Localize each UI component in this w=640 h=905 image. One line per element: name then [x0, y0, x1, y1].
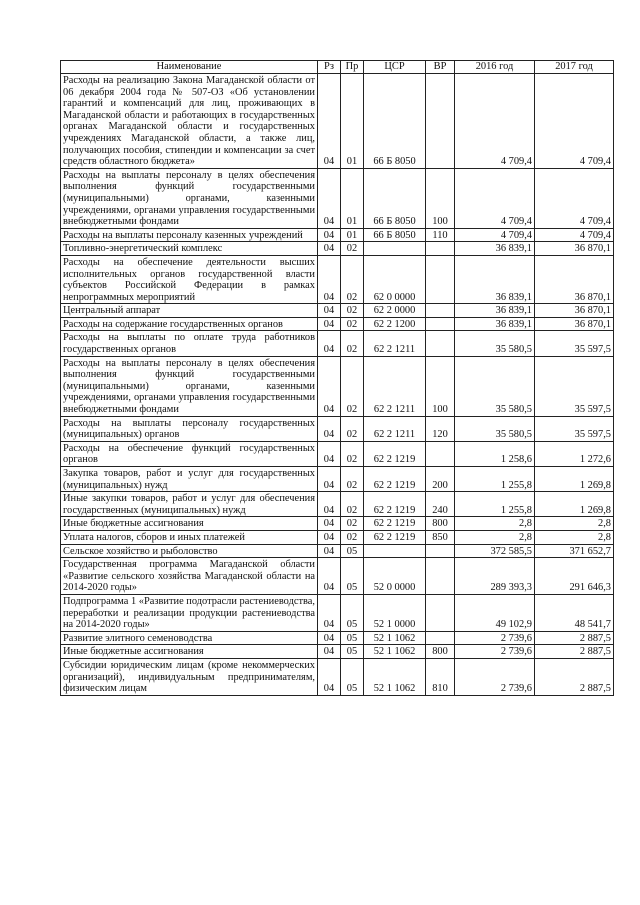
row-2016: 2 739,6 [455, 645, 535, 659]
row-vr: 120 [426, 416, 455, 441]
table-row [61, 558, 614, 595]
table-row [61, 331, 614, 356]
table-row [61, 356, 614, 416]
table-row [61, 594, 614, 631]
row-2016: 4 709,4 [455, 74, 535, 169]
row-vr [426, 255, 455, 303]
row-csr: 62 2 0000 [364, 304, 426, 318]
row-name: Уплата налогов, сборов и иных платежей [61, 530, 318, 544]
row-name: Центральный аппарат [61, 304, 318, 318]
row-vr: 240 [426, 492, 455, 517]
table-row [61, 228, 614, 242]
row-2017: 35 597,5 [535, 416, 614, 441]
row-2016: 36 839,1 [455, 255, 535, 303]
row-name: Развитие элитного семеноводства [61, 631, 318, 645]
row-2017: 2 887,5 [535, 645, 614, 659]
row-vr [426, 631, 455, 645]
row-2016: 35 580,5 [455, 356, 535, 416]
row-rz: 04 [318, 356, 341, 416]
row-rz: 04 [318, 530, 341, 544]
row-csr: 62 2 1200 [364, 317, 426, 331]
table-body [61, 74, 614, 696]
row-2016: 2,8 [455, 517, 535, 531]
row-pr: 05 [341, 645, 364, 659]
row-2017: 4 709,4 [535, 228, 614, 242]
table-row [61, 631, 614, 645]
row-csr: 66 Б 8050 [364, 74, 426, 169]
header-rz: Рз [318, 61, 341, 74]
row-vr: 100 [426, 168, 455, 228]
row-2016: 2 739,6 [455, 658, 535, 695]
row-name: Расходы на выплаты персоналу в целях обеспечения выполнения функций государственными (муниципальными) органами, казенными учреждениями, органами управления государственными внебюджетными фондами [61, 356, 318, 416]
row-2016: 2 739,6 [455, 631, 535, 645]
row-csr: 52 0 0000 [364, 558, 426, 595]
header-name: Наименование [61, 61, 318, 74]
row-csr: 62 0 0000 [364, 255, 426, 303]
header-pr: Пр [341, 61, 364, 74]
row-2016: 36 839,1 [455, 242, 535, 256]
row-2016: 1 255,8 [455, 467, 535, 492]
row-rz: 04 [318, 255, 341, 303]
row-2017: 36 870,1 [535, 242, 614, 256]
row-pr: 02 [341, 441, 364, 466]
row-name: Подпрограмма 1 «Развитие подотрасли растениеводства, переработки и реализации продукции растениеводства на 2014-2020 годы» [61, 594, 318, 631]
row-name: Иные закупки товаров, работ и услуг для обеспечения государственных (муниципальных) нужд [61, 492, 318, 517]
row-rz: 04 [318, 645, 341, 659]
row-2017: 291 646,3 [535, 558, 614, 595]
row-2016: 4 709,4 [455, 168, 535, 228]
table-row [61, 168, 614, 228]
table-row [61, 658, 614, 695]
row-pr: 01 [341, 74, 364, 169]
row-rz: 04 [318, 304, 341, 318]
row-csr: 62 2 1219 [364, 492, 426, 517]
row-pr: 05 [341, 544, 364, 558]
row-pr: 02 [341, 356, 364, 416]
row-2017: 35 597,5 [535, 331, 614, 356]
row-rz: 04 [318, 467, 341, 492]
row-2017: 2,8 [535, 530, 614, 544]
row-pr: 01 [341, 228, 364, 242]
row-csr: 52 1 1062 [364, 631, 426, 645]
row-2017: 35 597,5 [535, 356, 614, 416]
row-rz: 04 [318, 544, 341, 558]
row-pr: 02 [341, 317, 364, 331]
table-row [61, 467, 614, 492]
row-rz: 04 [318, 416, 341, 441]
row-2017: 2 887,5 [535, 631, 614, 645]
row-pr: 02 [341, 517, 364, 531]
row-name: Расходы на реализацию Закона Магаданской области от 06 декабря 2004 года № 507-ОЗ «Об установлении гарантий и компенсаций для лиц, проживающих в Магаданской области и работающих в государственных органах Магаданской области и государственных учреждениях Магаданской области, а также лиц, получающих пособия, стипендии и компенсации за счет средств областного бюджета» [61, 74, 318, 169]
row-rz: 04 [318, 441, 341, 466]
row-csr: 52 1 0000 [364, 594, 426, 631]
row-rz: 04 [318, 558, 341, 595]
row-2016: 289 393,3 [455, 558, 535, 595]
row-rz: 04 [318, 594, 341, 631]
row-2017: 1 269,8 [535, 467, 614, 492]
row-pr: 05 [341, 658, 364, 695]
row-vr [426, 74, 455, 169]
row-name: Расходы на содержание государственных органов [61, 317, 318, 331]
row-2016: 4 709,4 [455, 228, 535, 242]
row-vr: 850 [426, 530, 455, 544]
row-vr: 810 [426, 658, 455, 695]
row-2016: 2,8 [455, 530, 535, 544]
row-name: Расходы на обеспечение деятельности высших исполнительных органов государственной власти субъектов Российской Федерации в рамках непрограммных мероприятий [61, 255, 318, 303]
row-2016: 1 258,6 [455, 441, 535, 466]
row-pr: 02 [341, 331, 364, 356]
row-pr: 02 [341, 304, 364, 318]
row-pr: 02 [341, 530, 364, 544]
row-vr [426, 304, 455, 318]
row-name: Расходы на обеспечение функций государственных органов [61, 441, 318, 466]
table-row [61, 416, 614, 441]
header-2017: 2017 год [535, 61, 614, 74]
row-rz: 04 [318, 658, 341, 695]
row-csr: 62 2 1219 [364, 467, 426, 492]
row-vr [426, 242, 455, 256]
row-name: Топливно-энергетический комплекс [61, 242, 318, 256]
table-row [61, 242, 614, 256]
row-name: Иные бюджетные ассигнования [61, 517, 318, 531]
row-vr [426, 331, 455, 356]
row-csr: 62 2 1211 [364, 416, 426, 441]
row-rz: 04 [318, 492, 341, 517]
row-rz: 04 [318, 168, 341, 228]
row-2017: 36 870,1 [535, 317, 614, 331]
table-row [61, 304, 614, 318]
row-rz: 04 [318, 631, 341, 645]
row-2017: 36 870,1 [535, 255, 614, 303]
row-2017: 2 887,5 [535, 658, 614, 695]
row-name: Иные бюджетные ассигнования [61, 645, 318, 659]
row-csr [364, 544, 426, 558]
row-2016: 372 585,5 [455, 544, 535, 558]
row-2016: 36 839,1 [455, 317, 535, 331]
row-csr: 66 Б 8050 [364, 228, 426, 242]
row-csr: 52 1 1062 [364, 658, 426, 695]
row-2017: 48 541,7 [535, 594, 614, 631]
row-name: Расходы на выплаты по оплате труда работников государственных органов [61, 331, 318, 356]
row-vr [426, 544, 455, 558]
row-2017: 1 272,6 [535, 441, 614, 466]
header-vr: ВР [426, 61, 455, 74]
row-2017: 4 709,4 [535, 168, 614, 228]
row-vr: 110 [426, 228, 455, 242]
row-vr [426, 441, 455, 466]
row-csr: 66 Б 8050 [364, 168, 426, 228]
row-vr [426, 558, 455, 595]
row-rz: 04 [318, 242, 341, 256]
table-row [61, 530, 614, 544]
row-vr: 800 [426, 645, 455, 659]
budget-table [60, 60, 614, 696]
row-2017: 371 652,7 [535, 544, 614, 558]
table-row [61, 492, 614, 517]
row-rz: 04 [318, 228, 341, 242]
row-csr [364, 242, 426, 256]
row-pr: 02 [341, 467, 364, 492]
row-2016: 49 102,9 [455, 594, 535, 631]
row-2016: 36 839,1 [455, 304, 535, 318]
header-csr: ЦСР [364, 61, 426, 74]
row-pr: 02 [341, 255, 364, 303]
row-pr: 02 [341, 492, 364, 517]
row-2016: 1 255,8 [455, 492, 535, 517]
row-2016: 35 580,5 [455, 416, 535, 441]
table-row [61, 317, 614, 331]
row-rz: 04 [318, 74, 341, 169]
row-2017: 4 709,4 [535, 74, 614, 169]
table-row [61, 74, 614, 169]
row-name: Сельское хозяйство и рыболовство [61, 544, 318, 558]
row-pr: 01 [341, 168, 364, 228]
row-csr: 62 2 1219 [364, 517, 426, 531]
document-page [60, 60, 613, 696]
row-csr: 52 1 1062 [364, 645, 426, 659]
row-csr: 62 2 1211 [364, 356, 426, 416]
row-pr: 02 [341, 416, 364, 441]
row-name: Расходы на выплаты персоналу государственных (муниципальных) органов [61, 416, 318, 441]
row-pr: 05 [341, 631, 364, 645]
row-pr: 05 [341, 594, 364, 631]
row-vr: 100 [426, 356, 455, 416]
row-2016: 35 580,5 [455, 331, 535, 356]
header-2016: 2016 год [455, 61, 535, 74]
row-vr: 800 [426, 517, 455, 531]
table-row [61, 255, 614, 303]
table-row [61, 517, 614, 531]
row-name: Расходы на выплаты персоналу казенных учреждений [61, 228, 318, 242]
table-row [61, 544, 614, 558]
row-rz: 04 [318, 331, 341, 356]
row-vr [426, 317, 455, 331]
row-vr [426, 594, 455, 631]
table-row [61, 645, 614, 659]
row-pr: 05 [341, 558, 364, 595]
row-csr: 62 2 1211 [364, 331, 426, 356]
row-rz: 04 [318, 317, 341, 331]
table-row [61, 441, 614, 466]
row-2017: 1 269,8 [535, 492, 614, 517]
row-csr: 62 2 1219 [364, 441, 426, 466]
row-pr: 02 [341, 242, 364, 256]
row-rz: 04 [318, 517, 341, 531]
row-vr: 200 [426, 467, 455, 492]
row-2017: 36 870,1 [535, 304, 614, 318]
row-name: Субсидии юридическим лицам (кроме некоммерческих организаций), индивидуальным предпринимателям, физическим лицам [61, 658, 318, 695]
row-name: Расходы на выплаты персоналу в целях обеспечения выполнения функций государственными (муниципальными) органами, казенными учреждениями, органами управления государственными внебюджетными фондами [61, 168, 318, 228]
row-name: Государственная программа Магаданской области «Развитие сельского хозяйства Магаданской области на 2014-2020 годы» [61, 558, 318, 595]
row-csr: 62 2 1219 [364, 530, 426, 544]
row-name: Закупка товаров, работ и услуг для государственных (муниципальных) нужд [61, 467, 318, 492]
row-2017: 2,8 [535, 517, 614, 531]
table-header-row [61, 61, 614, 74]
